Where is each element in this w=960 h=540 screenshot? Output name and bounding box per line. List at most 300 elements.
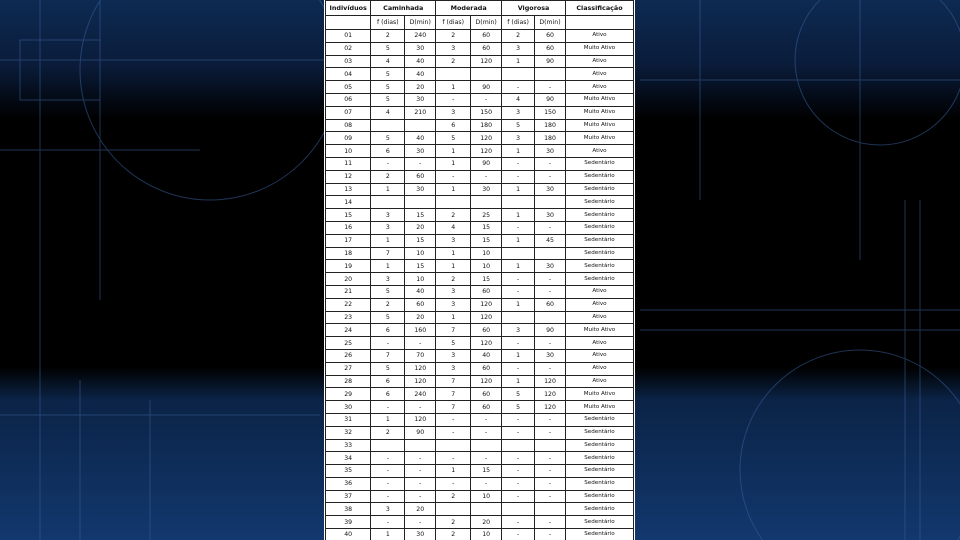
cell-caminhada-freq: 5: [371, 311, 405, 324]
cell-moderada-freq: 1: [436, 145, 471, 158]
table-row: [326, 170, 634, 183]
cell-vigorosa-freq: 3: [502, 42, 535, 55]
cell-vigorosa-dur: -: [535, 490, 566, 503]
cell-caminhada-dur: 30: [405, 529, 436, 540]
cell-individuo-id: 10: [326, 145, 371, 158]
cell-caminhada-dur: 90: [405, 426, 436, 439]
cell-caminhada-dur: 40: [405, 132, 436, 145]
cell-moderada-dur: [471, 196, 502, 209]
cell-vigorosa-freq: 5: [502, 388, 535, 401]
cell-classificacao: Sedentário: [565, 170, 633, 183]
cell-caminhada-freq: 2: [371, 170, 405, 183]
table-row: [326, 285, 634, 298]
cell-caminhada-dur: 30: [405, 42, 436, 55]
cell-vigorosa-freq: 1: [502, 145, 535, 158]
cell-moderada-dur: [471, 68, 502, 81]
cell-vigorosa-dur: 120: [535, 375, 566, 388]
cell-caminhada-dur: -: [405, 490, 436, 503]
cell-classificacao: Sedentário: [565, 196, 633, 209]
cell-caminhada-freq: [371, 196, 405, 209]
cell-moderada-dur: 15: [471, 465, 502, 478]
table-row: [326, 93, 634, 106]
cell-vigorosa-freq: 1: [502, 183, 535, 196]
cell-caminhada-dur: 120: [405, 413, 436, 426]
cell-moderada-freq: -: [436, 426, 471, 439]
cell-classificacao: Sedentário: [565, 490, 633, 503]
cell-vigorosa-dur: 30: [535, 183, 566, 196]
cell-moderada-freq: 3: [436, 106, 471, 119]
cell-moderada-dur: [471, 503, 502, 516]
cell-vigorosa-dur: -: [535, 426, 566, 439]
cell-classificacao: Muito Ativo: [565, 324, 633, 337]
cell-individuo-id: 38: [326, 503, 371, 516]
cell-vigorosa-freq: -: [502, 490, 535, 503]
cell-vigorosa-freq: 1: [502, 349, 535, 362]
table-row: [326, 234, 634, 247]
cell-classificacao: Sedentário: [565, 516, 633, 529]
cell-moderada-dur: 90: [471, 81, 502, 94]
cell-classificacao: Ativo: [565, 362, 633, 375]
table-row: [326, 209, 634, 222]
cell-moderada-dur: -: [471, 413, 502, 426]
cell-vigorosa-freq: [502, 439, 535, 452]
cell-moderada-dur: 90: [471, 157, 502, 170]
cell-vigorosa-dur: 30: [535, 349, 566, 362]
cell-vigorosa-dur: -: [535, 529, 566, 540]
cell-classificacao: Sedentário: [565, 234, 633, 247]
cell-caminhada-dur: -: [405, 465, 436, 478]
table-row: [326, 311, 634, 324]
table-row: [326, 439, 634, 452]
cell-classificacao: Ativo: [565, 30, 633, 43]
cell-vigorosa-dur: -: [535, 221, 566, 234]
cell-classificacao: Ativo: [565, 81, 633, 94]
cell-vigorosa-freq: 5: [502, 401, 535, 414]
cell-moderada-dur: 150: [471, 106, 502, 119]
cell-moderada-freq: [436, 439, 471, 452]
table-row: [326, 413, 634, 426]
cell-moderada-freq: 7: [436, 324, 471, 337]
cell-caminhada-freq: 7: [371, 247, 405, 260]
cell-classificacao: Sedentário: [565, 452, 633, 465]
cell-individuo-id: 35: [326, 465, 371, 478]
cell-vigorosa-freq: [502, 503, 535, 516]
cell-individuo-id: 08: [326, 119, 371, 132]
table-row: [326, 119, 634, 132]
cell-moderada-freq: 7: [436, 401, 471, 414]
cell-caminhada-dur: 20: [405, 221, 436, 234]
cell-individuo-id: 09: [326, 132, 371, 145]
cell-vigorosa-dur: [535, 68, 566, 81]
cell-vigorosa-dur: 90: [535, 324, 566, 337]
cell-moderada-freq: [436, 503, 471, 516]
cell-individuo-id: 04: [326, 68, 371, 81]
cell-individuo-id: 37: [326, 490, 371, 503]
cell-caminhada-freq: -: [371, 452, 405, 465]
cell-moderada-freq: 1: [436, 465, 471, 478]
cell-vigorosa-dur: -: [535, 413, 566, 426]
cell-moderada-dur: 60: [471, 388, 502, 401]
cell-caminhada-freq: 4: [371, 55, 405, 68]
cell-vigorosa-freq: -: [502, 516, 535, 529]
table-row: [326, 362, 634, 375]
cell-caminhada-freq: 2: [371, 298, 405, 311]
cell-vigorosa-freq: -: [502, 273, 535, 286]
table-row: [326, 324, 634, 337]
cell-caminhada-dur: 60: [405, 170, 436, 183]
cell-vigorosa-dur: 150: [535, 106, 566, 119]
cell-vigorosa-dur: [535, 439, 566, 452]
cell-vigorosa-dur: 180: [535, 132, 566, 145]
cell-caminhada-dur: 40: [405, 55, 436, 68]
cell-vigorosa-dur: -: [535, 273, 566, 286]
cell-classificacao: Sedentário: [565, 209, 633, 222]
table-row: [326, 68, 634, 81]
cell-classificacao: Muito Ativo: [565, 401, 633, 414]
cell-caminhada-freq: 6: [371, 388, 405, 401]
table-row: [326, 157, 634, 170]
table-row: [326, 196, 634, 209]
cell-caminhada-freq: 7: [371, 349, 405, 362]
cell-moderada-dur: 180: [471, 119, 502, 132]
cell-individuo-id: 20: [326, 273, 371, 286]
cell-classificacao: Ativo: [565, 349, 633, 362]
cell-individuo-id: 40: [326, 529, 371, 540]
cell-individuo-id: 36: [326, 477, 371, 490]
cell-moderada-dur: 120: [471, 311, 502, 324]
table-row: [326, 375, 634, 388]
cell-moderada-dur: 60: [471, 30, 502, 43]
cell-caminhada-freq: 3: [371, 503, 405, 516]
cell-classificacao: Sedentário: [565, 183, 633, 196]
cell-vigorosa-freq: -: [502, 426, 535, 439]
cell-vigorosa-dur: 60: [535, 42, 566, 55]
cell-vigorosa-dur: 120: [535, 388, 566, 401]
table-row: [326, 81, 634, 94]
cell-vigorosa-freq: 1: [502, 260, 535, 273]
cell-caminhada-freq: 1: [371, 183, 405, 196]
cell-caminhada-dur: -: [405, 477, 436, 490]
cell-vigorosa-dur: -: [535, 337, 566, 350]
cell-caminhada-dur: [405, 196, 436, 209]
cell-vigorosa-dur: [535, 196, 566, 209]
cell-caminhada-dur: 160: [405, 324, 436, 337]
cell-moderada-freq: 3: [436, 362, 471, 375]
cell-moderada-freq: 1: [436, 157, 471, 170]
cell-caminhada-freq: 2: [371, 426, 405, 439]
cell-individuo-id: 33: [326, 439, 371, 452]
cell-moderada-dur: 20: [471, 516, 502, 529]
cell-individuo-id: 02: [326, 42, 371, 55]
cell-caminhada-dur: 40: [405, 285, 436, 298]
header-caminhada: Caminhada: [371, 1, 436, 16]
cell-caminhada-dur: 30: [405, 145, 436, 158]
cell-vigorosa-freq: 5: [502, 119, 535, 132]
cell-classificacao: Sedentário: [565, 465, 633, 478]
cell-moderada-dur: 60: [471, 362, 502, 375]
cell-vigorosa-freq: 1: [502, 234, 535, 247]
cell-individuo-id: 30: [326, 401, 371, 414]
cell-caminhada-dur: 120: [405, 362, 436, 375]
cell-moderada-freq: -: [436, 170, 471, 183]
cell-caminhada-freq: 5: [371, 93, 405, 106]
cell-classificacao: Sedentário: [565, 529, 633, 540]
table-row: [326, 337, 634, 350]
cell-individuo-id: 15: [326, 209, 371, 222]
cell-caminhada-freq: 2: [371, 30, 405, 43]
cell-vigorosa-dur: -: [535, 285, 566, 298]
cell-caminhada-dur: 15: [405, 260, 436, 273]
cell-individuo-id: 17: [326, 234, 371, 247]
cell-moderada-dur: 120: [471, 298, 502, 311]
table-row: [326, 401, 634, 414]
cell-individuo-id: 01: [326, 30, 371, 43]
cell-moderada-freq: 1: [436, 311, 471, 324]
cell-vigorosa-dur: [535, 503, 566, 516]
table-row: [326, 388, 634, 401]
cell-moderada-dur: -: [471, 93, 502, 106]
cell-moderada-freq: 2: [436, 529, 471, 540]
cell-moderada-freq: 4: [436, 221, 471, 234]
subheader-row: [326, 16, 634, 30]
cell-classificacao: Sedentário: [565, 439, 633, 452]
cell-individuo-id: 27: [326, 362, 371, 375]
cell-moderada-freq: 2: [436, 55, 471, 68]
cell-moderada-dur: 40: [471, 349, 502, 362]
cell-caminhada-dur: -: [405, 516, 436, 529]
cell-vigorosa-freq: -: [502, 157, 535, 170]
cell-vigorosa-freq: 1: [502, 298, 535, 311]
table-row: [326, 30, 634, 43]
cell-vigorosa-freq: -: [502, 221, 535, 234]
cell-vigorosa-dur: 45: [535, 234, 566, 247]
cell-moderada-freq: [436, 68, 471, 81]
cell-caminhada-freq: -: [371, 401, 405, 414]
cell-moderada-freq: 3: [436, 285, 471, 298]
cell-caminhada-freq: 1: [371, 234, 405, 247]
cell-moderada-dur: [471, 439, 502, 452]
cell-caminhada-freq: 4: [371, 106, 405, 119]
cell-classificacao: Sedentário: [565, 426, 633, 439]
cell-moderada-dur: 60: [471, 42, 502, 55]
cell-caminhada-freq: 5: [371, 68, 405, 81]
cell-moderada-freq: -: [436, 477, 471, 490]
cell-caminhada-dur: 70: [405, 349, 436, 362]
cell-individuo-id: 07: [326, 106, 371, 119]
cell-moderada-freq: [436, 196, 471, 209]
cell-classificacao: Ativo: [565, 298, 633, 311]
cell-caminhada-freq: 6: [371, 375, 405, 388]
cell-moderada-freq: 1: [436, 260, 471, 273]
cell-moderada-freq: -: [436, 452, 471, 465]
cell-vigorosa-dur: 120: [535, 401, 566, 414]
cell-vigorosa-freq: -: [502, 452, 535, 465]
cell-vigorosa-dur: -: [535, 362, 566, 375]
table-row: [326, 273, 634, 286]
table-row: [326, 183, 634, 196]
cell-caminhada-dur: 240: [405, 30, 436, 43]
table-row: [326, 221, 634, 234]
cell-moderada-dur: -: [471, 452, 502, 465]
cell-vigorosa-dur: [535, 311, 566, 324]
cell-individuo-id: 28: [326, 375, 371, 388]
cell-moderada-dur: 120: [471, 132, 502, 145]
cell-vigorosa-freq: -: [502, 529, 535, 540]
cell-classificacao: Ativo: [565, 375, 633, 388]
subheader-blank: [565, 16, 633, 30]
cell-moderada-freq: 5: [436, 337, 471, 350]
cell-individuo-id: 21: [326, 285, 371, 298]
table-row: [326, 452, 634, 465]
cell-moderada-dur: 15: [471, 221, 502, 234]
cell-vigorosa-dur: -: [535, 452, 566, 465]
cell-caminhada-freq: 3: [371, 273, 405, 286]
cell-individuo-id: 25: [326, 337, 371, 350]
subheader-blank: [326, 16, 371, 30]
cell-moderada-dur: 120: [471, 337, 502, 350]
cell-classificacao: Sedentário: [565, 260, 633, 273]
cell-caminhada-dur: [405, 439, 436, 452]
cell-individuo-id: 34: [326, 452, 371, 465]
cell-classificacao: Sedentário: [565, 247, 633, 260]
cell-vigorosa-freq: 1: [502, 55, 535, 68]
cell-caminhada-freq: 1: [371, 260, 405, 273]
cell-caminhada-dur: 20: [405, 81, 436, 94]
subheader-caminhada-dur: D(min): [405, 16, 436, 30]
cell-moderada-dur: 10: [471, 260, 502, 273]
cell-moderada-freq: 6: [436, 119, 471, 132]
cell-caminhada-dur: -: [405, 401, 436, 414]
table-row: [326, 132, 634, 145]
cell-vigorosa-dur: -: [535, 170, 566, 183]
cell-caminhada-freq: [371, 439, 405, 452]
cell-classificacao: Sedentário: [565, 221, 633, 234]
header-moderada: Moderada: [436, 1, 502, 16]
cell-vigorosa-dur: -: [535, 81, 566, 94]
cell-caminhada-dur: 120: [405, 375, 436, 388]
cell-caminhada-dur: -: [405, 157, 436, 170]
header-individuos: Indivíduos: [326, 1, 371, 16]
cell-caminhada-freq: 3: [371, 221, 405, 234]
cell-vigorosa-freq: [502, 68, 535, 81]
cell-classificacao: Muito Ativo: [565, 42, 633, 55]
cell-caminhada-freq: 5: [371, 132, 405, 145]
cell-caminhada-freq: 5: [371, 285, 405, 298]
cell-individuo-id: 31: [326, 413, 371, 426]
header-row: [326, 1, 634, 16]
cell-vigorosa-freq: -: [502, 413, 535, 426]
cell-vigorosa-dur: 180: [535, 119, 566, 132]
cell-classificacao: Ativo: [565, 145, 633, 158]
cell-caminhada-freq: 6: [371, 145, 405, 158]
cell-classificacao: Sedentário: [565, 477, 633, 490]
cell-individuo-id: 18: [326, 247, 371, 260]
cell-classificacao: Sedentário: [565, 503, 633, 516]
cell-vigorosa-freq: [502, 196, 535, 209]
cell-vigorosa-freq: -: [502, 170, 535, 183]
cell-individuo-id: 19: [326, 260, 371, 273]
cell-moderada-dur: 60: [471, 324, 502, 337]
cell-moderada-freq: 2: [436, 30, 471, 43]
cell-moderada-freq: 2: [436, 490, 471, 503]
cell-moderada-dur: 120: [471, 55, 502, 68]
cell-caminhada-dur: 30: [405, 93, 436, 106]
cell-moderada-dur: 60: [471, 285, 502, 298]
cell-caminhada-dur: 10: [405, 273, 436, 286]
cell-caminhada-dur: [405, 119, 436, 132]
cell-individuo-id: 14: [326, 196, 371, 209]
cell-vigorosa-freq: -: [502, 362, 535, 375]
cell-vigorosa-dur: 60: [535, 298, 566, 311]
cell-moderada-dur: 10: [471, 529, 502, 540]
cell-moderada-freq: -: [436, 413, 471, 426]
table-row: [326, 298, 634, 311]
cell-caminhada-dur: -: [405, 337, 436, 350]
cell-caminhada-dur: 10: [405, 247, 436, 260]
cell-individuo-id: 26: [326, 349, 371, 362]
cell-moderada-dur: 25: [471, 209, 502, 222]
cell-vigorosa-freq: [502, 311, 535, 324]
cell-moderada-freq: 2: [436, 516, 471, 529]
cell-individuo-id: 06: [326, 93, 371, 106]
cell-individuo-id: 22: [326, 298, 371, 311]
cell-individuo-id: 29: [326, 388, 371, 401]
cell-vigorosa-dur: 30: [535, 145, 566, 158]
cell-moderada-freq: 7: [436, 388, 471, 401]
cell-classificacao: Ativo: [565, 311, 633, 324]
cell-moderada-freq: 1: [436, 81, 471, 94]
cell-caminhada-freq: 6: [371, 324, 405, 337]
cell-vigorosa-dur: -: [535, 157, 566, 170]
cell-caminhada-freq: 5: [371, 42, 405, 55]
cell-caminhada-freq: 5: [371, 362, 405, 375]
cell-caminhada-freq: 3: [371, 209, 405, 222]
cell-vigorosa-freq: 3: [502, 106, 535, 119]
cell-moderada-dur: -: [471, 426, 502, 439]
cell-classificacao: Ativo: [565, 55, 633, 68]
cell-classificacao: Sedentário: [565, 157, 633, 170]
cell-caminhada-freq: -: [371, 490, 405, 503]
cell-moderada-dur: -: [471, 477, 502, 490]
cell-moderada-dur: -: [471, 170, 502, 183]
cell-caminhada-freq: 1: [371, 529, 405, 540]
table-row: [326, 260, 634, 273]
subheader-vigorosa-dur: D(min): [535, 16, 566, 30]
cell-vigorosa-freq: -: [502, 477, 535, 490]
cell-moderada-dur: 30: [471, 183, 502, 196]
cell-moderada-dur: 10: [471, 247, 502, 260]
cell-caminhada-dur: 15: [405, 209, 436, 222]
cell-caminhada-freq: -: [371, 337, 405, 350]
table-body: [326, 30, 634, 540]
cell-moderada-freq: 2: [436, 273, 471, 286]
cell-individuo-id: 05: [326, 81, 371, 94]
cell-classificacao: Muito Ativo: [565, 388, 633, 401]
cell-vigorosa-freq: 3: [502, 324, 535, 337]
subheader-vigorosa-freq: f (dias): [502, 16, 535, 30]
cell-moderada-freq: 3: [436, 349, 471, 362]
cell-vigorosa-dur: -: [535, 465, 566, 478]
cell-vigorosa-freq: -: [502, 81, 535, 94]
cell-classificacao: Muito Ativo: [565, 106, 633, 119]
cell-individuo-id: 32: [326, 426, 371, 439]
cell-vigorosa-dur: 30: [535, 209, 566, 222]
cell-classificacao: Muito Ativo: [565, 132, 633, 145]
cell-individuo-id: 11: [326, 157, 371, 170]
activity-table-panel: [324, 0, 635, 540]
cell-moderada-freq: 3: [436, 298, 471, 311]
cell-moderada-freq: 3: [436, 234, 471, 247]
